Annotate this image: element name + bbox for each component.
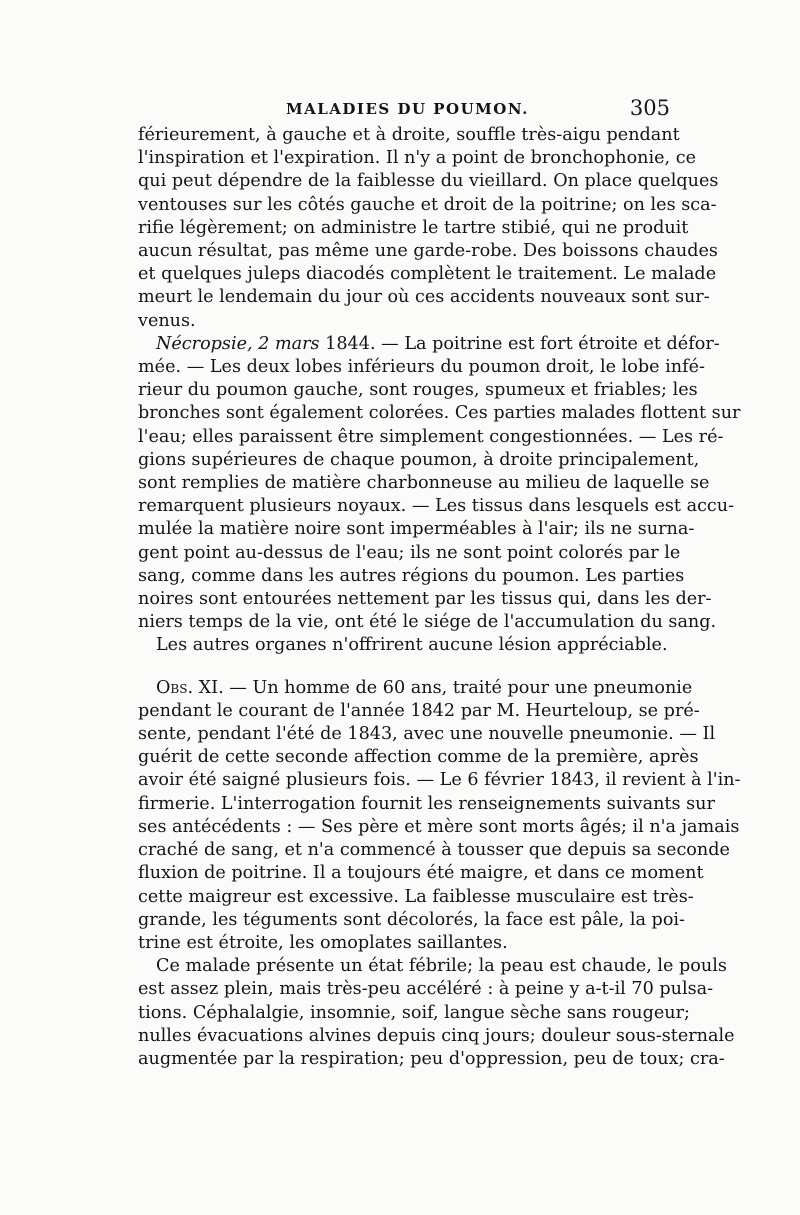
- observation-first-line: [138, 677, 693, 700]
- text-line: Les autres organes n'offrirent aucune lésion appréciable.: [156, 635, 668, 656]
- text-line: guérit de cette seconde affection comme de la première, après: [138, 747, 699, 768]
- text-line: rieur du poumon gauche, sont rouges, spumeux et friables; les: [138, 380, 698, 401]
- text-line: sang, comme dans les autres régions du poumon. Les parties: [138, 565, 685, 586]
- text-line: remarquent plusieurs noyaux. — Les tissus dans lesquels est accu-: [138, 496, 735, 517]
- text-line: nulles évacuations alvines depuis cinq jours; douleur sous-sternale: [138, 1025, 735, 1046]
- running-title: MALADIES DU POUMON.: [286, 100, 529, 118]
- text-line: mulée la matière noire sont imperméables à l'air; ils ne surna-: [138, 519, 695, 540]
- text-line: noires sont entourées nettement par les tissus qui, dans les der-: [138, 589, 712, 610]
- text-line: gent point au-dessus de l'eau; ils ne sont point colorés par le: [138, 542, 681, 563]
- text-line: pendant le courant de l'année 1842 par M. Heurteloup, se pré-: [138, 700, 700, 721]
- text-line: grande, les téguments sont décolorés, la face est pâle, la poi-: [138, 909, 685, 930]
- text-line: craché de sang, et n'a commencé à tousser que depuis sa seconde: [138, 840, 730, 861]
- text-line: ses antécédents : — Ses père et mère sont morts âgés; il n'a jamais: [138, 816, 740, 837]
- necropsy-first-line-rest: 1844. — La poitrine est fort étroite et défor-: [319, 333, 720, 354]
- text-line: est assez plein, mais très-peu accéléré : à peine y a-t-il 70 pulsa-: [138, 979, 714, 1000]
- text-line: Ce malade présente un état fébrile; la peau est chaude, le pouls: [156, 956, 727, 977]
- text-line: et quelques juleps diacodés complètent le traitement. Le malade: [138, 264, 717, 285]
- text-line: gions supérieures de chaque poumon, à droite principalement,: [138, 449, 700, 470]
- text-line: meurt le lendemain du jour où ces accidents nouveaux sont sur-: [138, 287, 710, 308]
- text-line: niers temps de la vie, ont été le siége de l'accumulation du sang.: [138, 612, 717, 633]
- observation-lead: Obs. XI.: [156, 677, 224, 698]
- text-line: avoir été saigné plusieurs fois. — Le 6 février 1843, il revient à l'in-: [138, 770, 741, 791]
- text-line: venus.: [138, 310, 196, 331]
- page-number: 305: [629, 96, 670, 120]
- text-line: firmerie. L'interrogation fournit les renseignements suivants sur: [138, 793, 715, 814]
- text-line: fluxion de poitrine. Il a toujours été maigre, et dans ce moment: [138, 863, 704, 884]
- text-line: qui peut dépendre de la faiblesse du vieillard. On place quelques: [138, 171, 719, 192]
- text-line: rifie légèrement; on administre le tartre stibié, qui ne produit: [138, 217, 689, 238]
- text-line: l'eau; elles paraissent être simplement congestionnées. — Les ré-: [138, 426, 724, 447]
- observation-first-line-rest: — Un homme de 60 ans, traité pour une pneumonie: [223, 677, 693, 698]
- section-gap: [138, 658, 670, 677]
- text-line: tions. Céphalalgie, insomnie, soif, langue sèche sans rougeur;: [138, 1002, 690, 1023]
- page-header: [140, 98, 670, 124]
- text-line: augmentée par la respiration; peu d'oppression, peu de toux; cra-: [138, 1048, 725, 1069]
- text-line: sont remplies de matière charbonneuse au milieu de laquelle se: [138, 473, 710, 494]
- text-line: cette maigreur est excessive. La faiblesse musculaire est très-: [138, 886, 694, 907]
- text-line: trine est étroite, les omoplates saillantes.: [138, 932, 508, 953]
- text-line: férieurement, à gauche et à droite, souffle très-aigu pendant: [138, 125, 680, 145]
- necropsy-lead: Nécropsie, 2 mars: [156, 333, 320, 354]
- necropsy-first-line: [138, 333, 720, 356]
- text-line: l'inspiration et l'expiration. Il n'y a point de bronchophonie, ce: [138, 148, 696, 169]
- body-text: [138, 124, 741, 1071]
- text-line: ventouses sur les côtés gauche et droit de la poitrine; on les sca-: [138, 194, 717, 215]
- text-line: aucun résultat, pas même une garde-robe. Des boissons chaudes: [138, 241, 718, 262]
- text-line: mée. — Les deux lobes inférieurs du poumon droit, le lobe infé-: [138, 357, 705, 378]
- text-line: sente, pendant l'été de 1843, avec une nouvelle pneumonie. — Il: [138, 724, 716, 745]
- text-line: bronches sont également colorées. Ces parties malades flottent sur: [138, 403, 741, 424]
